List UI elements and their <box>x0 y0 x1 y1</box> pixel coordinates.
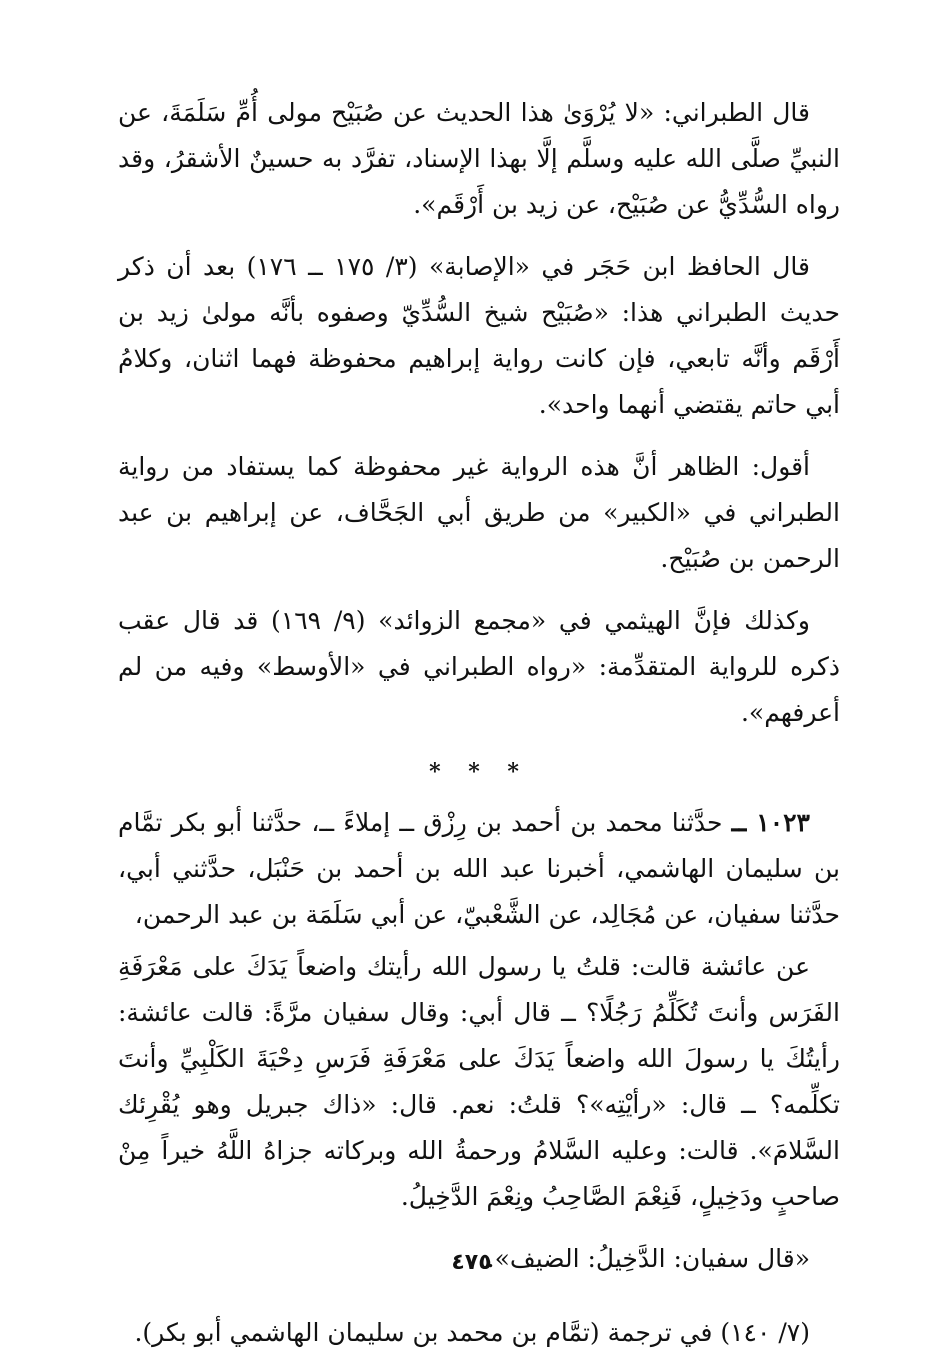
hadith-isnad-paragraph <box>118 800 840 938</box>
page-number: ٤٧٥ <box>451 1250 492 1275</box>
sufyan-note: «قال سفيان: الدَّخِيلُ: الضيف». <box>486 1244 810 1273</box>
paragraph-ibn-hajar: قال الحافظ ابن حَجَر في «الإصابة» (٣/ ١٧٥ ــ ١٧٦) بعد أن ذكر حديث الطبراني هذا: «صُبَيْح شيخ السُّدِّيّ وصفوه بأنَّه مولىٰ زيد بن أَرْقَم وأنَّه تابعي، فإن كانت رواية إبراهيم محفوظة فهما اثنان، وكلامُ أبي حاتم يقتضي أنهما واحد». <box>118 252 840 419</box>
paragraph-aqulu: أقول: الظاهر أنَّ هذه الرواية غير محفوظة كما يستفاد من رواية الطبراني في «الكبير» من طريق أبي الجَحَّاف، عن إبراهيم بن عبد الرحمن بن صُبَيْح. <box>118 452 840 573</box>
hadith-number: ١٠٢٣ ــ <box>731 808 810 837</box>
section-separator: * * * <box>429 759 529 785</box>
source-footnote: (٧/ ١٤٠) في ترجمة (تمَّام بن محمد بن سليمان الهاشمي أبو بكر). <box>134 1318 810 1347</box>
hadith-isnad: حدَّثنا محمد بن أحمد بن رِزْق ــ إملاءً ــ، حدَّثنا أبو بكر تمَّام بن سليمان الهاشمي، أخبرنا عبد الله بن أحمد بن حَنْبَل، حدَّثني أبي، حدَّثنا سفيان، عن مُجَالِد، عن الشَّعْبيّ، عن أبي سَلَمَة بن عبد الرحمن، <box>118 808 840 929</box>
paragraph-haythami: وكذلك فإنَّ الهيثمي في «مجمع الزوائد» (٩/ ١٦٩) قد قال عقب ذكره للرواية المتقدِّمة: «رواه الطبراني في «الأوسط» وفيه من لم أعرفهم». <box>118 606 840 727</box>
paragraph-tabarani-quote: قال الطبراني: «لا يُرْوَىٰ هذا الحديث عن صُبَيْح مولى أُمِّ سَلَمَةَ، عن النبيِّ صلَّى الله عليه وسلَّم إلَّا بهذا الإسناد، تفرَّد به حسينٌ الأشقرُ، وقد رواه السُّدِّيُّ عن صُبَيْح، عن زيد بن أَرْقَم». <box>118 98 840 219</box>
hadith-matn: عن عائشة قالت: قلتُ يا رسول الله رأيتك واضعاً يَدَكَ على مَعْرَفَةِ الفَرَس وأنتَ تُكَلِّمُ رَجُلًا؟ ــ قال أبي: وقال سفيان مرَّةً: قالت عائشة: رأيتُكَ يا رسولَ الله واضعاً يَدَكَ على مَعْرَفَةِ فَرَسِ دِحْيَةَ الكَلْبِيِّ وأنتَ تكلِّمه؟ ــ قال: «رأيْتِه»؟ قلتُ: نعم. قال: «ذاك جبريل وهو يُقْرِئك السَّلامَ». قالت: وعليه السَّلامُ ورحمةُ الله وبركاته جزاهُ اللَّهُ خيراً مِنْ صاحبٍ ودَخِيلٍ، فَنِعْمَ الصَّاحِبُ ونِعْمَ الدَّخِيلُ. <box>118 952 840 1211</box>
document-page <box>118 90 840 1356</box>
